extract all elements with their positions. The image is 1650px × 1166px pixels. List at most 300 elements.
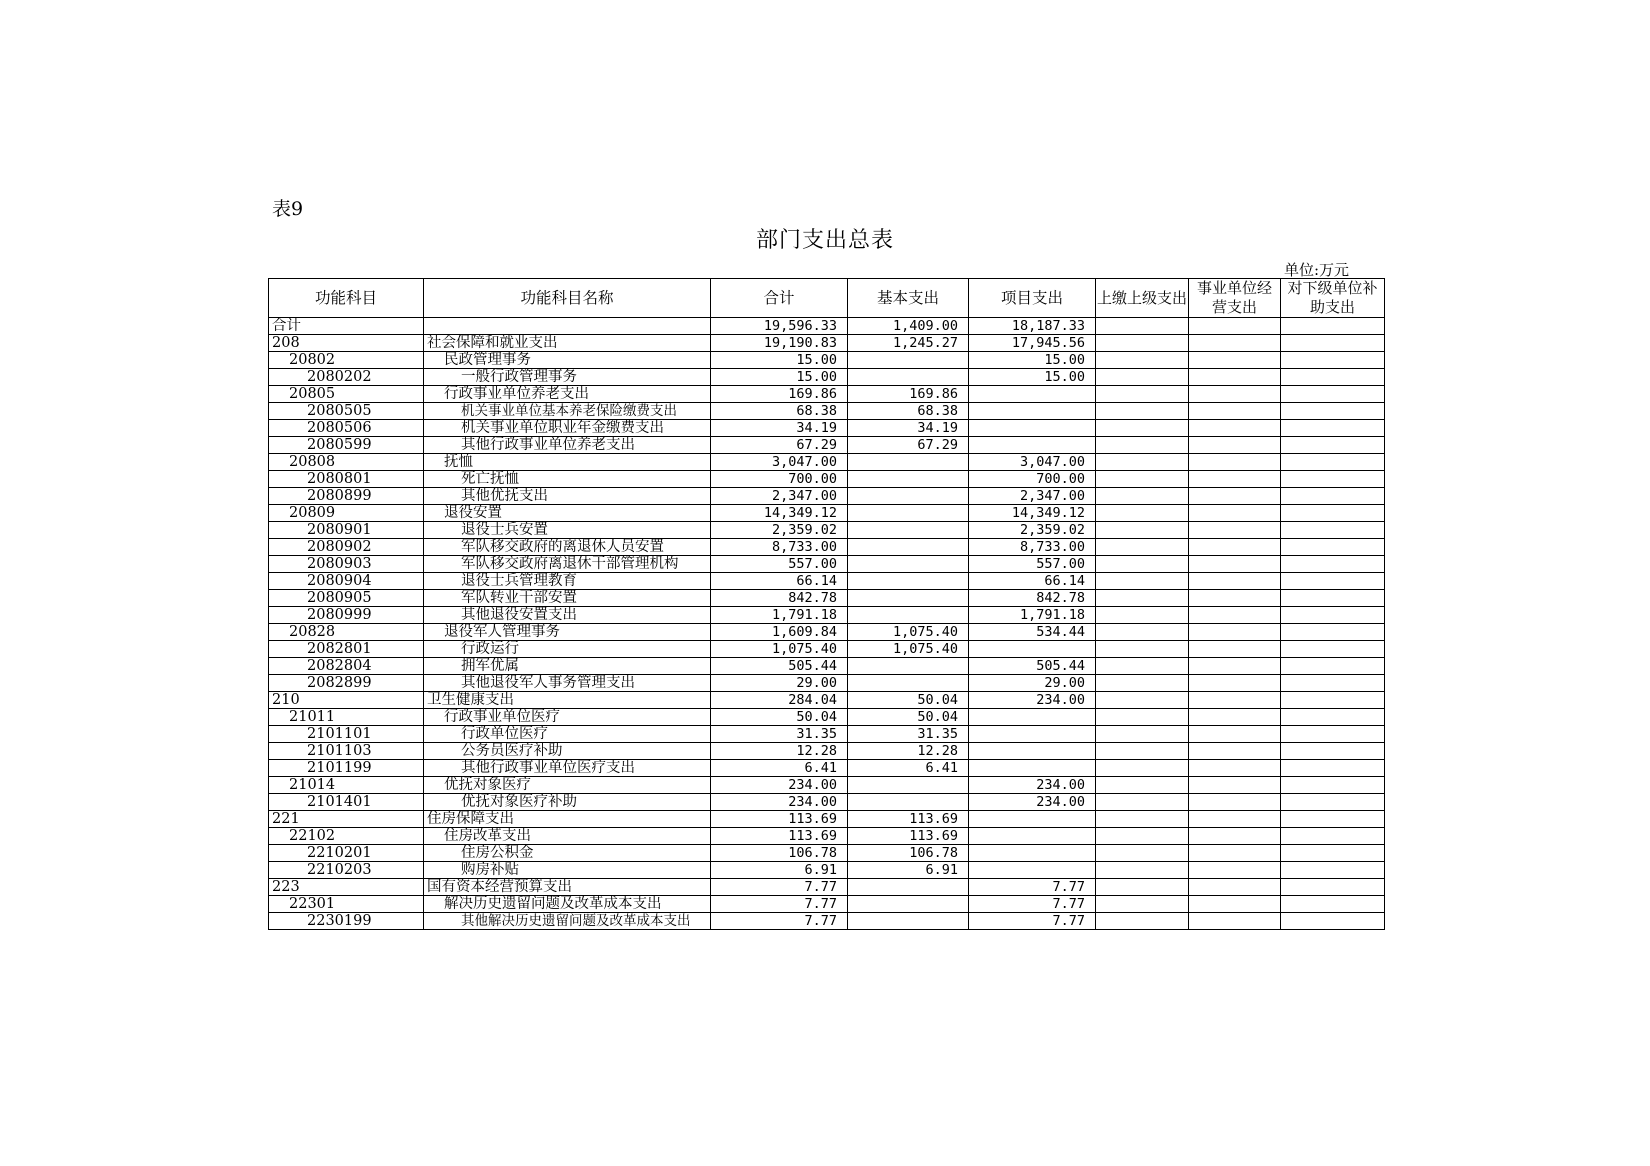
row-upper-remit <box>1096 658 1189 675</box>
header-row <box>269 279 1385 318</box>
row-name: 行政单位医疗 <box>424 726 711 743</box>
row-code: 210 <box>269 692 424 709</box>
row-business <box>1189 369 1281 386</box>
row-total: 113.69 <box>711 811 848 828</box>
row-upper-remit <box>1096 794 1189 811</box>
row-basic: 31.35 <box>848 726 969 743</box>
row-upper-remit <box>1096 488 1189 505</box>
table-row <box>269 607 1385 624</box>
row-business <box>1189 709 1281 726</box>
row-code: 2101103 <box>269 743 424 760</box>
row-subsidy <box>1281 726 1385 743</box>
row-upper-remit <box>1096 386 1189 403</box>
row-name: 民政管理事务 <box>424 352 711 369</box>
row-code: 2080999 <box>269 607 424 624</box>
row-name: 退役士兵管理教育 <box>424 573 711 590</box>
row-subsidy <box>1281 573 1385 590</box>
table-row <box>269 862 1385 879</box>
row-subsidy <box>1281 556 1385 573</box>
row-subsidy <box>1281 471 1385 488</box>
row-project: 7.77 <box>969 913 1096 930</box>
row-upper-remit <box>1096 811 1189 828</box>
row-project: 2,347.00 <box>969 488 1096 505</box>
row-name: 优抚对象医疗补助 <box>424 794 711 811</box>
row-upper-remit <box>1096 675 1189 692</box>
row-basic <box>848 471 969 488</box>
row-upper-remit <box>1096 454 1189 471</box>
row-business <box>1189 879 1281 896</box>
table-row <box>269 794 1385 811</box>
row-basic <box>848 573 969 590</box>
row-project: 1,791.18 <box>969 607 1096 624</box>
row-code: 20828 <box>269 624 424 641</box>
row-subsidy <box>1281 403 1385 420</box>
row-code: 2080904 <box>269 573 424 590</box>
row-business <box>1189 352 1281 369</box>
row-upper-remit <box>1096 437 1189 454</box>
row-subsidy <box>1281 539 1385 556</box>
row-code: 合计 <box>269 318 424 335</box>
row-subsidy <box>1281 828 1385 845</box>
row-total: 284.04 <box>711 692 848 709</box>
table-row <box>269 709 1385 726</box>
row-project: 534.44 <box>969 624 1096 641</box>
row-upper-remit <box>1096 539 1189 556</box>
row-total: 1,791.18 <box>711 607 848 624</box>
row-name: 其他行政事业单位医疗支出 <box>424 760 711 777</box>
row-project: 14,349.12 <box>969 505 1096 522</box>
row-project: 17,945.56 <box>969 335 1096 352</box>
row-name: 其他退役军人事务管理支出 <box>424 675 711 692</box>
row-subsidy <box>1281 607 1385 624</box>
row-name: 其他行政事业单位养老支出 <box>424 437 711 454</box>
row-business <box>1189 556 1281 573</box>
row-name: 机关事业单位基本养老保险缴费支出 <box>424 403 711 420</box>
row-project <box>969 403 1096 420</box>
table-row <box>269 335 1385 352</box>
row-upper-remit <box>1096 726 1189 743</box>
row-upper-remit <box>1096 590 1189 607</box>
row-upper-remit <box>1096 420 1189 437</box>
row-upper-remit <box>1096 879 1189 896</box>
row-subsidy <box>1281 658 1385 675</box>
row-business <box>1189 488 1281 505</box>
row-business <box>1189 573 1281 590</box>
row-basic <box>848 879 969 896</box>
row-upper-remit <box>1096 573 1189 590</box>
row-business <box>1189 658 1281 675</box>
row-subsidy <box>1281 760 1385 777</box>
row-business <box>1189 913 1281 930</box>
row-code: 2080599 <box>269 437 424 454</box>
row-upper-remit <box>1096 335 1189 352</box>
row-project <box>969 760 1096 777</box>
row-code: 21014 <box>269 777 424 794</box>
row-project <box>969 743 1096 760</box>
row-subsidy <box>1281 709 1385 726</box>
row-upper-remit <box>1096 607 1189 624</box>
row-code: 2080901 <box>269 522 424 539</box>
row-project: 29.00 <box>969 675 1096 692</box>
row-upper-remit <box>1096 369 1189 386</box>
row-business <box>1189 777 1281 794</box>
row-basic <box>848 675 969 692</box>
row-code: 2101401 <box>269 794 424 811</box>
table-row <box>269 522 1385 539</box>
row-business <box>1189 743 1281 760</box>
row-name: 退役士兵安置 <box>424 522 711 539</box>
row-upper-remit <box>1096 777 1189 794</box>
row-code: 221 <box>269 811 424 828</box>
row-basic <box>848 794 969 811</box>
row-basic <box>848 369 969 386</box>
row-subsidy <box>1281 692 1385 709</box>
row-total: 15.00 <box>711 352 848 369</box>
row-total: 31.35 <box>711 726 848 743</box>
row-name <box>424 318 711 335</box>
row-code: 20809 <box>269 505 424 522</box>
row-upper-remit <box>1096 743 1189 760</box>
row-business <box>1189 675 1281 692</box>
row-code: 2080899 <box>269 488 424 505</box>
table-row <box>269 913 1385 930</box>
row-total: 8,733.00 <box>711 539 848 556</box>
row-code: 223 <box>269 879 424 896</box>
row-basic <box>848 539 969 556</box>
row-basic <box>848 607 969 624</box>
row-business <box>1189 726 1281 743</box>
row-name: 军队转业干部安置 <box>424 590 711 607</box>
row-name: 退役安置 <box>424 505 711 522</box>
row-name: 住房保障支出 <box>424 811 711 828</box>
row-subsidy <box>1281 624 1385 641</box>
row-business <box>1189 386 1281 403</box>
row-business <box>1189 760 1281 777</box>
row-subsidy <box>1281 522 1385 539</box>
row-name: 住房改革支出 <box>424 828 711 845</box>
row-name: 军队移交政府的离退休人员安置 <box>424 539 711 556</box>
row-business <box>1189 794 1281 811</box>
row-upper-remit <box>1096 505 1189 522</box>
table-row <box>269 369 1385 386</box>
row-code: 2080506 <box>269 420 424 437</box>
row-basic: 113.69 <box>848 811 969 828</box>
row-total: 2,347.00 <box>711 488 848 505</box>
row-name: 社会保障和就业支出 <box>424 335 711 352</box>
row-project: 66.14 <box>969 573 1096 590</box>
row-subsidy <box>1281 845 1385 862</box>
row-name: 军队移交政府离退休干部管理机构 <box>424 556 711 573</box>
row-basic <box>848 454 969 471</box>
row-upper-remit <box>1096 896 1189 913</box>
table-row <box>269 488 1385 505</box>
table-row <box>269 454 1385 471</box>
row-business <box>1189 420 1281 437</box>
row-total: 234.00 <box>711 777 848 794</box>
row-subsidy <box>1281 913 1385 930</box>
row-project: 7.77 <box>969 896 1096 913</box>
row-code: 2080902 <box>269 539 424 556</box>
row-project: 234.00 <box>969 777 1096 794</box>
row-basic <box>848 913 969 930</box>
row-total: 6.41 <box>711 760 848 777</box>
row-upper-remit <box>1096 760 1189 777</box>
row-basic <box>848 505 969 522</box>
row-project <box>969 845 1096 862</box>
row-subsidy <box>1281 862 1385 879</box>
row-subsidy <box>1281 437 1385 454</box>
row-subsidy <box>1281 590 1385 607</box>
row-subsidy <box>1281 386 1385 403</box>
row-name: 一般行政管理事务 <box>424 369 711 386</box>
table-row <box>269 539 1385 556</box>
row-name: 机关事业单位职业年金缴费支出 <box>424 420 711 437</box>
row-subsidy <box>1281 352 1385 369</box>
row-upper-remit <box>1096 624 1189 641</box>
row-basic: 34.19 <box>848 420 969 437</box>
table-row <box>269 556 1385 573</box>
header-business: 事业单位经营支出 <box>1189 279 1281 318</box>
row-upper-remit <box>1096 522 1189 539</box>
row-project <box>969 709 1096 726</box>
row-subsidy <box>1281 505 1385 522</box>
row-total: 15.00 <box>711 369 848 386</box>
row-project: 8,733.00 <box>969 539 1096 556</box>
row-upper-remit <box>1096 556 1189 573</box>
row-basic <box>848 777 969 794</box>
row-total: 169.86 <box>711 386 848 403</box>
row-code: 2210203 <box>269 862 424 879</box>
table-row <box>269 624 1385 641</box>
table-row <box>269 692 1385 709</box>
row-business <box>1189 522 1281 539</box>
row-name: 购房补贴 <box>424 862 711 879</box>
row-total: 6.91 <box>711 862 848 879</box>
table-row <box>269 743 1385 760</box>
row-total: 19,596.33 <box>711 318 848 335</box>
table-row <box>269 573 1385 590</box>
row-total: 2,359.02 <box>711 522 848 539</box>
table-row <box>269 437 1385 454</box>
row-upper-remit <box>1096 692 1189 709</box>
row-code: 2080801 <box>269 471 424 488</box>
row-project: 505.44 <box>969 658 1096 675</box>
row-total: 7.77 <box>711 896 848 913</box>
table-row <box>269 896 1385 913</box>
row-business <box>1189 505 1281 522</box>
row-code: 208 <box>269 335 424 352</box>
row-code: 2082899 <box>269 675 424 692</box>
row-name: 死亡抚恤 <box>424 471 711 488</box>
row-business <box>1189 318 1281 335</box>
row-total: 50.04 <box>711 709 848 726</box>
row-basic: 6.41 <box>848 760 969 777</box>
row-code: 21011 <box>269 709 424 726</box>
row-project: 700.00 <box>969 471 1096 488</box>
row-project <box>969 437 1096 454</box>
row-basic <box>848 556 969 573</box>
row-total: 842.78 <box>711 590 848 607</box>
row-upper-remit <box>1096 403 1189 420</box>
row-name: 行政事业单位医疗 <box>424 709 711 726</box>
row-project <box>969 828 1096 845</box>
row-basic: 67.29 <box>848 437 969 454</box>
table-number: 表9 <box>272 198 304 220</box>
row-business <box>1189 624 1281 641</box>
header-upper-remit: 上缴上级支出 <box>1096 279 1189 318</box>
row-basic: 12.28 <box>848 743 969 760</box>
table-row <box>269 386 1385 403</box>
header-subsidy: 对下级单位补助支出 <box>1281 279 1385 318</box>
row-code: 2082801 <box>269 641 424 658</box>
row-business <box>1189 828 1281 845</box>
row-basic: 1,245.27 <box>848 335 969 352</box>
row-basic: 68.38 <box>848 403 969 420</box>
row-subsidy <box>1281 454 1385 471</box>
row-business <box>1189 335 1281 352</box>
row-project: 2,359.02 <box>969 522 1096 539</box>
row-subsidy <box>1281 318 1385 335</box>
row-project: 234.00 <box>969 794 1096 811</box>
row-project: 15.00 <box>969 369 1096 386</box>
row-upper-remit <box>1096 641 1189 658</box>
row-subsidy <box>1281 879 1385 896</box>
header-code: 功能科目 <box>269 279 424 318</box>
row-name: 其他解决历史遗留问题及改革成本支出 <box>424 913 711 930</box>
row-project: 7.77 <box>969 879 1096 896</box>
row-code: 22301 <box>269 896 424 913</box>
row-upper-remit <box>1096 828 1189 845</box>
row-total: 14,349.12 <box>711 505 848 522</box>
row-basic: 169.86 <box>848 386 969 403</box>
row-total: 67.29 <box>711 437 848 454</box>
row-name: 解决历史遗留问题及改革成本支出 <box>424 896 711 913</box>
row-upper-remit <box>1096 352 1189 369</box>
row-total: 700.00 <box>711 471 848 488</box>
table-body <box>269 318 1385 930</box>
table-row <box>269 845 1385 862</box>
table-row <box>269 590 1385 607</box>
row-project: 557.00 <box>969 556 1096 573</box>
row-code: 2101199 <box>269 760 424 777</box>
row-subsidy <box>1281 641 1385 658</box>
row-code: 20808 <box>269 454 424 471</box>
row-total: 12.28 <box>711 743 848 760</box>
row-basic: 50.04 <box>848 692 969 709</box>
row-total: 1,075.40 <box>711 641 848 658</box>
row-subsidy <box>1281 811 1385 828</box>
row-code: 2082804 <box>269 658 424 675</box>
table-row <box>269 420 1385 437</box>
row-business <box>1189 811 1281 828</box>
row-total: 68.38 <box>711 403 848 420</box>
row-total: 3,047.00 <box>711 454 848 471</box>
row-total: 1,609.84 <box>711 624 848 641</box>
row-project <box>969 862 1096 879</box>
row-subsidy <box>1281 777 1385 794</box>
unit-label: 单位:万元 <box>1284 261 1350 279</box>
table-row <box>269 403 1385 420</box>
row-business <box>1189 607 1281 624</box>
row-project <box>969 641 1096 658</box>
row-name: 退役军人管理事务 <box>424 624 711 641</box>
row-subsidy <box>1281 794 1385 811</box>
row-name: 拥军优属 <box>424 658 711 675</box>
row-upper-remit <box>1096 845 1189 862</box>
row-total: 7.77 <box>711 879 848 896</box>
row-project: 18,187.33 <box>969 318 1096 335</box>
row-basic: 1,409.00 <box>848 318 969 335</box>
row-basic: 106.78 <box>848 845 969 862</box>
row-project <box>969 811 1096 828</box>
table-row <box>269 675 1385 692</box>
row-basic <box>848 658 969 675</box>
row-code: 20802 <box>269 352 424 369</box>
row-business <box>1189 454 1281 471</box>
row-total: 113.69 <box>711 828 848 845</box>
row-code: 2210201 <box>269 845 424 862</box>
row-code: 2080202 <box>269 369 424 386</box>
header-project: 项目支出 <box>969 279 1096 318</box>
table-row <box>269 352 1385 369</box>
row-code: 2080905 <box>269 590 424 607</box>
header-total: 合计 <box>711 279 848 318</box>
page-title: 部门支出总表 <box>755 228 894 253</box>
row-total: 7.77 <box>711 913 848 930</box>
row-basic: 50.04 <box>848 709 969 726</box>
table-row <box>269 505 1385 522</box>
table-row <box>269 828 1385 845</box>
row-code: 20805 <box>269 386 424 403</box>
row-business <box>1189 403 1281 420</box>
header-name: 功能科目名称 <box>424 279 711 318</box>
row-code: 2080903 <box>269 556 424 573</box>
row-name: 其他优抚支出 <box>424 488 711 505</box>
row-total: 19,190.83 <box>711 335 848 352</box>
row-upper-remit <box>1096 318 1189 335</box>
row-business <box>1189 641 1281 658</box>
table-row <box>269 658 1385 675</box>
row-upper-remit <box>1096 862 1189 879</box>
row-basic: 6.91 <box>848 862 969 879</box>
table-row <box>269 760 1385 777</box>
table-row <box>269 318 1385 335</box>
expenditure-table <box>268 278 1385 930</box>
row-subsidy <box>1281 420 1385 437</box>
row-code: 22102 <box>269 828 424 845</box>
row-name: 住房公积金 <box>424 845 711 862</box>
row-upper-remit <box>1096 471 1189 488</box>
row-code: 2230199 <box>269 913 424 930</box>
row-basic: 1,075.40 <box>848 641 969 658</box>
row-name: 行政事业单位养老支出 <box>424 386 711 403</box>
row-name: 公务员医疗补助 <box>424 743 711 760</box>
row-basic: 1,075.40 <box>848 624 969 641</box>
row-total: 505.44 <box>711 658 848 675</box>
row-basic <box>848 352 969 369</box>
row-project: 234.00 <box>969 692 1096 709</box>
table-row <box>269 726 1385 743</box>
row-project <box>969 726 1096 743</box>
row-basic <box>848 522 969 539</box>
row-business <box>1189 845 1281 862</box>
row-subsidy <box>1281 335 1385 352</box>
row-total: 234.00 <box>711 794 848 811</box>
row-business <box>1189 590 1281 607</box>
row-total: 34.19 <box>711 420 848 437</box>
row-project <box>969 420 1096 437</box>
row-business <box>1189 896 1281 913</box>
